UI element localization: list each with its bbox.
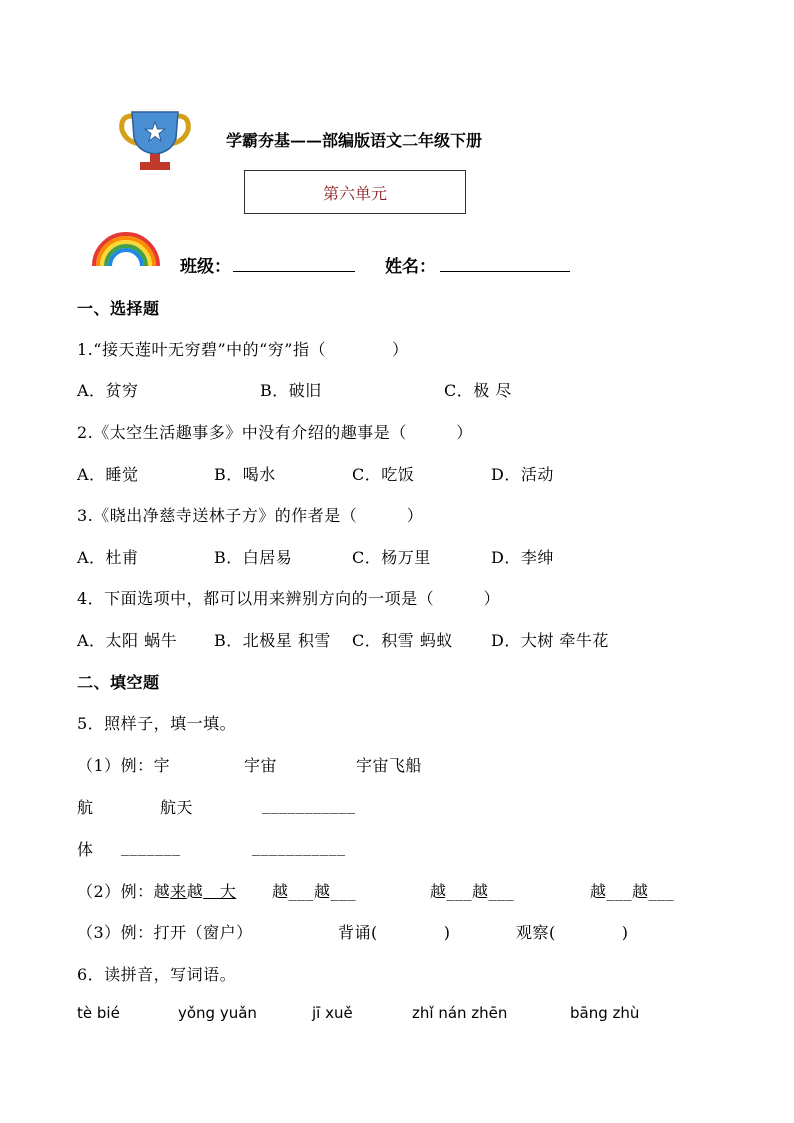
q1-option-c[interactable]: C．极 尽	[444, 381, 512, 400]
q5-example2-label: （2）例：越	[77, 882, 171, 901]
q5-ti-char: 体	[77, 840, 94, 859]
q1-option-b[interactable]: B．破旧	[260, 381, 322, 400]
q5-text: 5．照样子，填一填。	[77, 714, 237, 733]
q5-example2-lai: 来	[170, 882, 187, 901]
q5-hang-char: 航	[77, 798, 94, 817]
section1-heading: 一、选择题	[77, 299, 160, 318]
q4-option-a[interactable]: A．太阳 蜗牛	[77, 631, 178, 650]
q5-example3-label: （3）例：打开（窗户）	[77, 923, 253, 942]
q3-option-c[interactable]: C．杨万里	[352, 548, 431, 567]
q5-example2-blank2[interactable]: 越___越___	[430, 882, 515, 901]
q1-option-a[interactable]: A．贫穷	[77, 381, 139, 400]
q2-option-d[interactable]: D．活动	[491, 465, 554, 484]
q5-example3-recite[interactable]: 背诵( )	[338, 923, 451, 942]
q2-text: 2.《太空生活趣事多》中没有介绍的趣事是（ ）	[77, 423, 473, 442]
q5-example2-yue: 越	[186, 882, 204, 901]
q6-text: 6．读拼音，写词语。	[77, 965, 237, 984]
section2-heading: 二、填空题	[77, 673, 160, 692]
q2-option-a[interactable]: A．睡觉	[77, 465, 139, 484]
q5-ti-blank1[interactable]: _______	[121, 837, 181, 856]
q3-text: 3.《晓出净慈寺送林子方》的作者是（ ）	[77, 506, 424, 525]
q6-pinyin-5: bāng zhù	[570, 1004, 640, 1022]
q5-example1-word: 宇宙	[244, 756, 278, 775]
q4-option-b[interactable]: B．北极星 积雪	[214, 631, 331, 650]
q4-option-d[interactable]: D．大树 牵牛花	[491, 631, 609, 650]
q5-example3-observe[interactable]: 观察( )	[516, 923, 629, 942]
q5-example1-phrase: 宇宙飞船	[356, 756, 423, 775]
q6-pinyin-1: tè bié	[77, 1004, 120, 1022]
unit-title-box	[244, 170, 466, 214]
class-field[interactable]	[233, 271, 355, 272]
q5-ti-blank2[interactable]: ___________	[252, 837, 346, 856]
q5-example1-label: （1）例：宇	[77, 756, 171, 775]
q6-pinyin-3: jī xuě	[312, 1004, 353, 1022]
q5-example2-blank3[interactable]: 越___越___	[590, 882, 675, 901]
q4-option-c[interactable]: C．积雪 蚂蚁	[352, 631, 453, 650]
q6-pinyin-4: zhǐ nán zhēn	[412, 1004, 508, 1022]
q3-option-b[interactable]: B．白居易	[214, 548, 293, 567]
q1-text: 1.“接天莲叶无穷碧”中的“穷”指（ ）	[77, 340, 409, 359]
q5-hang-blank[interactable]: ___________	[262, 795, 356, 814]
name-field[interactable]	[440, 271, 570, 272]
page-title: 学霸夯基——部编版语文二年级下册	[226, 131, 483, 150]
q3-option-d[interactable]: D．李绅	[491, 548, 554, 567]
trophy-icon	[118, 108, 192, 172]
rainbow-icon	[90, 228, 162, 268]
class-label: 班级：	[180, 257, 231, 277]
q2-option-c[interactable]: C．吃饭	[352, 465, 415, 484]
q5-hang-word: 航天	[160, 798, 194, 817]
q5-example2-blank1[interactable]: 越___越___	[272, 882, 357, 901]
q3-option-a[interactable]: A．杜甫	[77, 548, 139, 567]
unit-title: 第六单元	[322, 183, 387, 203]
q2-option-b[interactable]: B．喝水	[214, 465, 276, 484]
q5-example2	[77, 879, 236, 902]
q4-text: 4．下面选项中，都可以用来辨别方向的一项是（ ）	[77, 589, 501, 608]
name-label: 姓名：	[385, 257, 436, 277]
q6-pinyin-2: yǒng yuǎn	[178, 1004, 257, 1022]
q5-example2-da: 大	[219, 882, 237, 901]
